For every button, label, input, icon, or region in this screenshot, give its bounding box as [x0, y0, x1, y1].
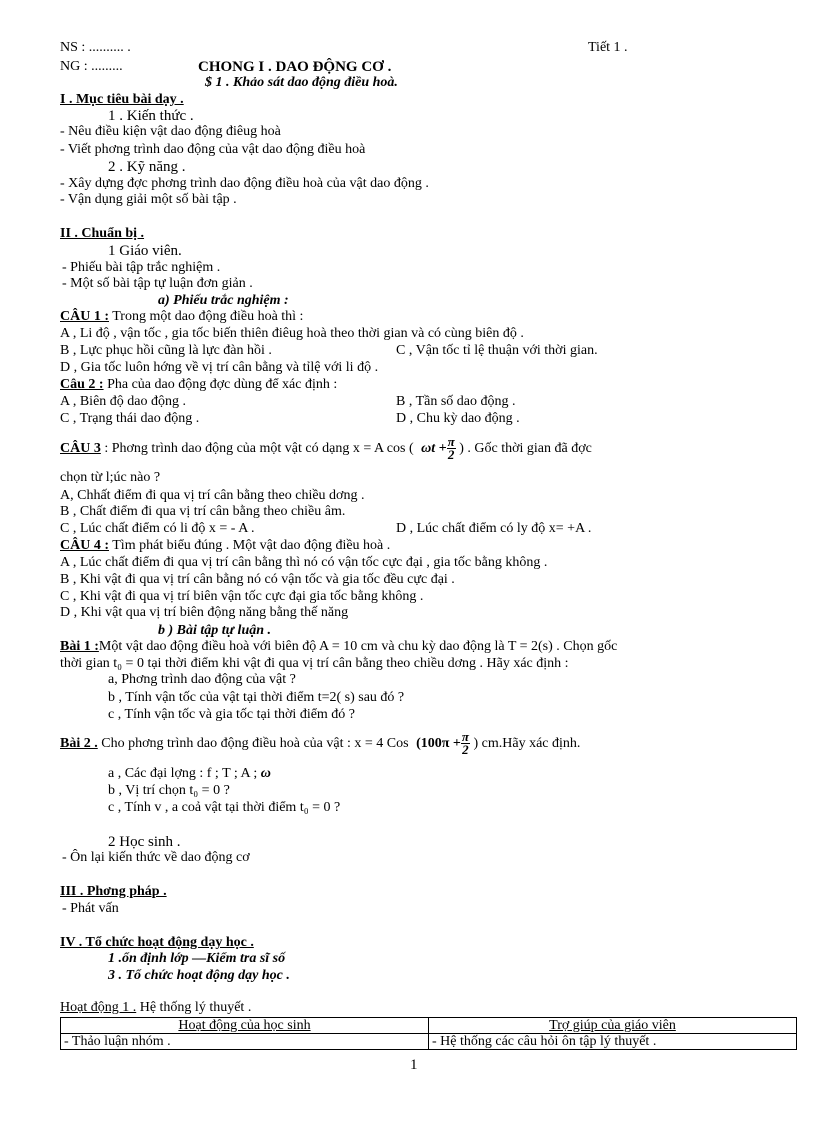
question-3-option-c: C , Lúc chất điểm có li độ x = - A . — [60, 521, 255, 536]
exercise-1-text-2: thời gian t₀ = 0 tại thời điểm khi vật đi qua vị trí cân bằng theo chiều dơng . Hãy xác định : — [60, 656, 569, 671]
section-1-item: - Xây dựng đợc phơng trình dao động điều hoà của vật dao động . — [60, 176, 429, 191]
activity-1-heading — [60, 1000, 251, 1016]
question-3-text: : Phơng trình dao động của một vật có dạng x = A cos ( — [100, 441, 414, 456]
question-3-option-d: D , Lúc chất điểm có ly độ x= +A . — [396, 521, 592, 536]
section-2-sub-1: 1 Giáo viên. — [108, 243, 182, 259]
question-4-option-a: A , Lúc chất điểm đi qua vị trí cân bằng thì nó có vận tốc cực đại , gia tốc bằng không . — [60, 555, 548, 570]
question-2-option-b: B , Tần số dao động . — [396, 394, 516, 409]
question-3-option-b: B , Chất điểm đi qua vị trí cân bằng theo chiều âm. — [60, 504, 346, 519]
table-header-student: Hoạt động của học sinh — [61, 1018, 429, 1034]
question-4-label: CÂU 4 : — [60, 538, 109, 553]
question-1-option-d: D , Gia tốc luôn hớng về vị trí cân bằng và tỉlệ với li độ . — [60, 360, 379, 375]
question-2 — [60, 377, 337, 393]
exercise-2-part-a — [108, 766, 271, 782]
exercise-1-part-a: a, Phơng trình dao động của vật ? — [108, 672, 296, 687]
question-3-after: ) . Gốc thời gian đã đợc — [459, 441, 592, 456]
question-4-option-c: C , Khi vật đi qua vị trí biên vận tốc cực đại gia tốc bằng không . — [60, 589, 424, 604]
section-1-item: - Vận dụng giải một số bài tập . — [60, 192, 237, 207]
question-1-option-b: B , Lực phục hồi cũng là lực đàn hồi . — [60, 343, 272, 358]
question-1-label: CÂU 1 : — [60, 309, 109, 324]
question-1-text: Trong một dao động điều hoà thì : — [109, 309, 304, 324]
question-4 — [60, 538, 390, 554]
section-2-sub-2-item: - Ôn lại kiến thức về dao động cơ — [62, 850, 250, 865]
fraction-denominator: 2 — [462, 742, 469, 758]
question-2-option-d: D , Chu kỳ dao động . — [396, 411, 520, 426]
section-2-item: - Một số bài tập tự luận đơn giản . — [62, 276, 253, 291]
exercise-1-part-c: c , Tính vận tốc và gia tốc tại thời điểm đó ? — [108, 707, 356, 722]
chapter-title: CHONG I . DAO ĐỘNG CƠ . — [198, 59, 392, 75]
exercise-1-label: Bài 1 : — [60, 639, 99, 654]
section-2-title: II . Chuẩn bị . — [60, 226, 145, 241]
section-3-item: - Phát vấn — [62, 901, 119, 916]
fraction-numerator: π — [461, 729, 469, 745]
question-2-label: Câu 2 : — [60, 377, 104, 392]
exercise-1-part-b: b , Tính vận tốc của vật tại thời điểm t=2( s) sau đó ? — [108, 690, 405, 705]
question-4-option-b: B , Khi vật đi qua vị trí cân bằng nó có vận tốc và gia tốc đều cực đại . — [60, 572, 455, 587]
exercise-2-after: ) cm.Hãy xác định. — [473, 736, 581, 751]
question-4-option-d: D , Khi vật qua vị trí biên động năng bằng thế năng — [60, 605, 349, 620]
question-1-option-a: A , Li độ , vận tốc , gia tốc biến thiên điêug hoà theo thời gian và có cùng biên độ . — [60, 326, 524, 341]
section-2-item: - Phiếu bài tập trắc nghiệm . — [62, 260, 221, 275]
section-4-item-1: 1 .ổn định lớp —Kiểm tra sĩ số — [108, 951, 286, 966]
question-1-option-c: C , Vận tốc tỉ lệ thuận với thời gian. — [396, 343, 598, 358]
section-4-title: IV . Tổ chức hoạt động dạy học . — [60, 935, 254, 950]
exercise-2 — [60, 727, 580, 761]
section-1-sub-1: 1 . Kiến thức . — [108, 108, 194, 124]
section-1-title: I . Mục tiêu bài dạy . — [60, 92, 184, 107]
section-1-item: - Nêu điều kiện vật dao động điêug hoà — [60, 124, 281, 139]
question-4-text: Tìm phát biểu đúng . Một vật dao động điều hoà . — [109, 538, 391, 553]
page-number: 1 — [410, 1057, 418, 1073]
question-3-option-a: A, Chhất điểm đi qua vị trí cân bằng theo chiều dơng . — [60, 488, 365, 503]
essay-title: b ) Bài tập tự luận . — [158, 623, 272, 638]
exercise-1 — [60, 639, 617, 655]
section-3-title: III . Phơng pháp . — [60, 884, 167, 899]
exercise-2-part-a-text: a , Các đại lợng : f ; T ; A ; — [108, 766, 258, 781]
question-2-text: Pha của dao động đợc dùng để xác định : — [103, 377, 338, 392]
question-2-option-a: A , Biên độ dao động . — [60, 394, 186, 409]
pi-over-2-fraction — [461, 731, 470, 756]
quiz-title: a) Phiếu trắc nghiệm : — [158, 293, 289, 308]
question-3-label: CÂU 3 — [60, 441, 101, 456]
lesson-title: $ 1 . Khảo sát dao động điều hoà. — [205, 75, 398, 90]
section-2-sub-2: 2 Học sinh . — [108, 834, 181, 850]
exercise-1-text: Một vật dao động điều hoà với biên độ A = 10 cm và chu kỳ dao động là T = 2(s) . Chọn gốc — [98, 639, 618, 654]
exercise-2-text: Cho phơng trình dao động điều hoà của vật : x = 4 Cos — [97, 736, 409, 751]
tiet-label: Tiết 1 . — [588, 40, 628, 55]
pi-over-2-fraction — [447, 436, 456, 461]
table-cell-student: - Thảo luận nhóm . — [61, 1034, 429, 1050]
section-1-sub-2: 2 . Kỹ năng . — [108, 159, 186, 175]
fraction-denominator: 2 — [447, 447, 455, 463]
table-header-teacher: Trợ giúp của giáo viên — [429, 1018, 797, 1034]
section-4-item-2: 3 . Tổ chức hoạt động dạy học . — [108, 968, 290, 983]
activity-1-label: Hoạt động 1 . — [60, 1000, 137, 1015]
exercise-2-formula: (100π + — [416, 736, 461, 751]
activity-table — [60, 1017, 797, 1050]
question-3-formula: ωt + — [421, 441, 447, 456]
question-1 — [60, 309, 303, 325]
omega-symbol: ω — [260, 766, 271, 781]
exercise-2-part-c: c , Tính v , a coả vật tại thời điểm t₀ = 0 ? — [108, 800, 341, 815]
ng-label: NG : ......... — [60, 59, 123, 74]
question-2-option-c: C , Trạng thái dao động . — [60, 411, 200, 426]
question-3 — [60, 432, 592, 466]
section-1-item: - Viết phơng trình dao động của vật dao động điều hoà — [60, 142, 366, 157]
question-3-text-2: chọn từ l;úc nào ? — [60, 470, 161, 485]
exercise-2-label: Bài 2 . — [60, 736, 98, 751]
activity-1-text: Hệ thống lý thuyết . — [136, 1000, 252, 1015]
fraction-numerator: π — [447, 434, 455, 450]
exercise-2-part-b: b , Vị trí chọn t₀ = 0 ? — [108, 783, 230, 798]
table-cell-teacher: - Hệ thống các câu hỏi ôn tập lý thuyết . — [429, 1034, 797, 1050]
ns-label: NS : .......... . — [60, 40, 131, 55]
